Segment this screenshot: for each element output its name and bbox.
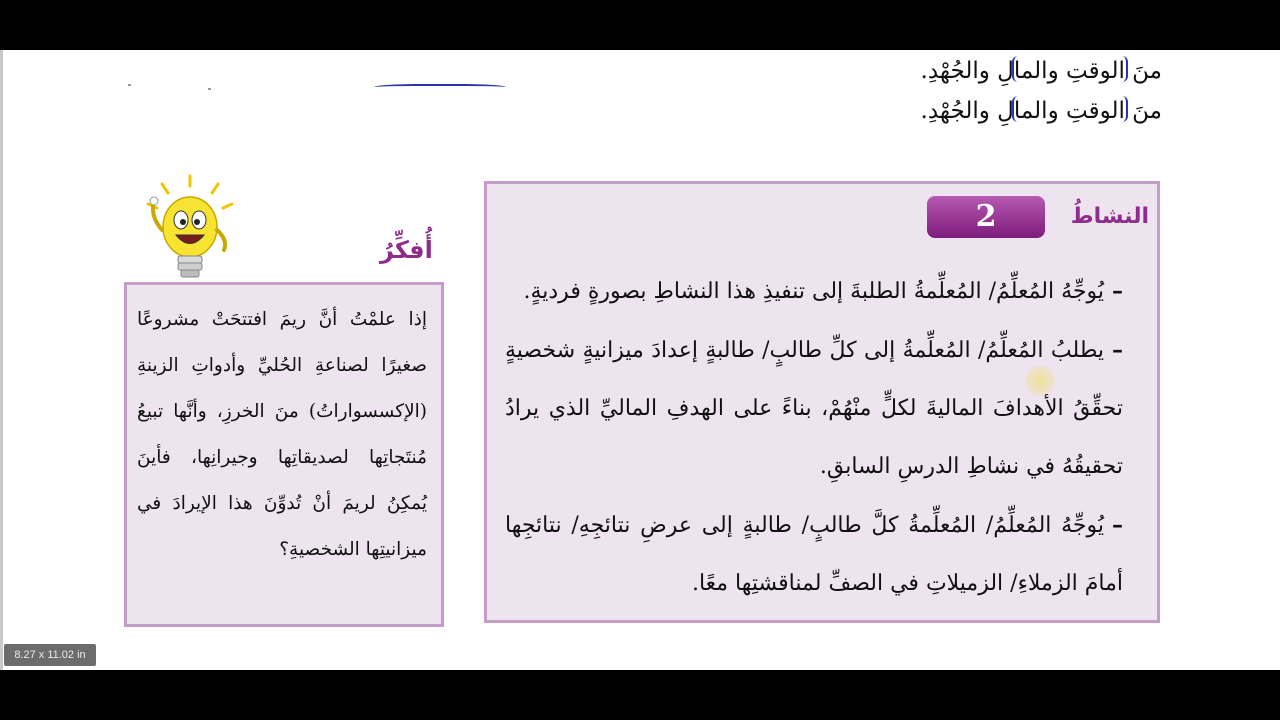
bullet-dash: – (1112, 337, 1123, 363)
activity-item (505, 496, 1123, 613)
activity-box (484, 181, 1160, 623)
think-paragraph: إذا علمْتُ أنَّ ريمَ افتتحَتْ مشروعًا صغيرًا لصناعةِ الحُليِّ وأدواتِ الزينةِ (الإكسسواراتُ) منَ الخرزِ، وأنَّها تبيعُ مُنتَجاتِها لصديقاتِها وجيرانِها، فأينَ يُمكِنُ لريمَ أنْ تُدوِّنَ هذا الإيرادَ في ميزانيتِها الشخصيةِ؟ (137, 309, 427, 560)
pen-annotation (1012, 96, 1128, 122)
think-text (137, 297, 427, 573)
page-size-indicator: 8.27 x 11.02 in (4, 644, 96, 666)
activity-heading: النشاطُ (1070, 204, 1149, 229)
pen-annotation (1012, 56, 1128, 82)
bullet-dash: – (1112, 512, 1123, 538)
activity-instructions (505, 262, 1123, 613)
activity-item (505, 321, 1123, 496)
previous-text-line-1: منَ الوقتِ والمالِ والجُهْدِ. (920, 58, 1162, 84)
previous-text-line-2: منَ الوقتِ والمالِ والجُهْدِ. (920, 98, 1162, 124)
activity-item (505, 262, 1123, 321)
scan-speck (128, 84, 131, 86)
activity-item-text: يُوجِّهُ المُعلِّمُ/ المُعلِّمةُ الطلبةَ إلى تنفيذِ هذا النشاطِ بصورةٍ فرديةٍ. (523, 279, 1104, 304)
activity-number-badge: 2 (927, 196, 1045, 238)
bullet-dash: – (1112, 278, 1123, 304)
document-page (0, 50, 1280, 670)
page-edge (0, 50, 3, 670)
scan-speck (208, 88, 211, 90)
pen-stroke (374, 84, 506, 90)
think-heading: أُفكِّرُ (380, 236, 433, 264)
activity-item-text: يُوجِّهُ المُعلِّمُ/ المُعلِّمةُ كلَّ طالبٍ/ طالبةٍ إلى عرضِ نتائجِهِ/ نتائجِها أمامَ الزملاءِ/ الزميلاتِ في الصفِّ لمناقشتِها معًا. (505, 513, 1123, 596)
activity-item-text: يطلبُ المُعلِّمُ/ المُعلِّمةُ إلى كلِّ طالبٍ/ طالبةٍ إعدادَ ميزانيةٍ شخصيةٍ تحقِّقُ الأهدافَ الماليةَ لكلٍّ منْهُمْ، بناءً على الهدفِ الماليِّ الذي يرادُ تحقيقُهُ في نشاطِ الدرسِ السابقِ. (505, 338, 1123, 479)
think-box (124, 282, 444, 627)
lightbulb-mascot-icon (140, 172, 240, 292)
